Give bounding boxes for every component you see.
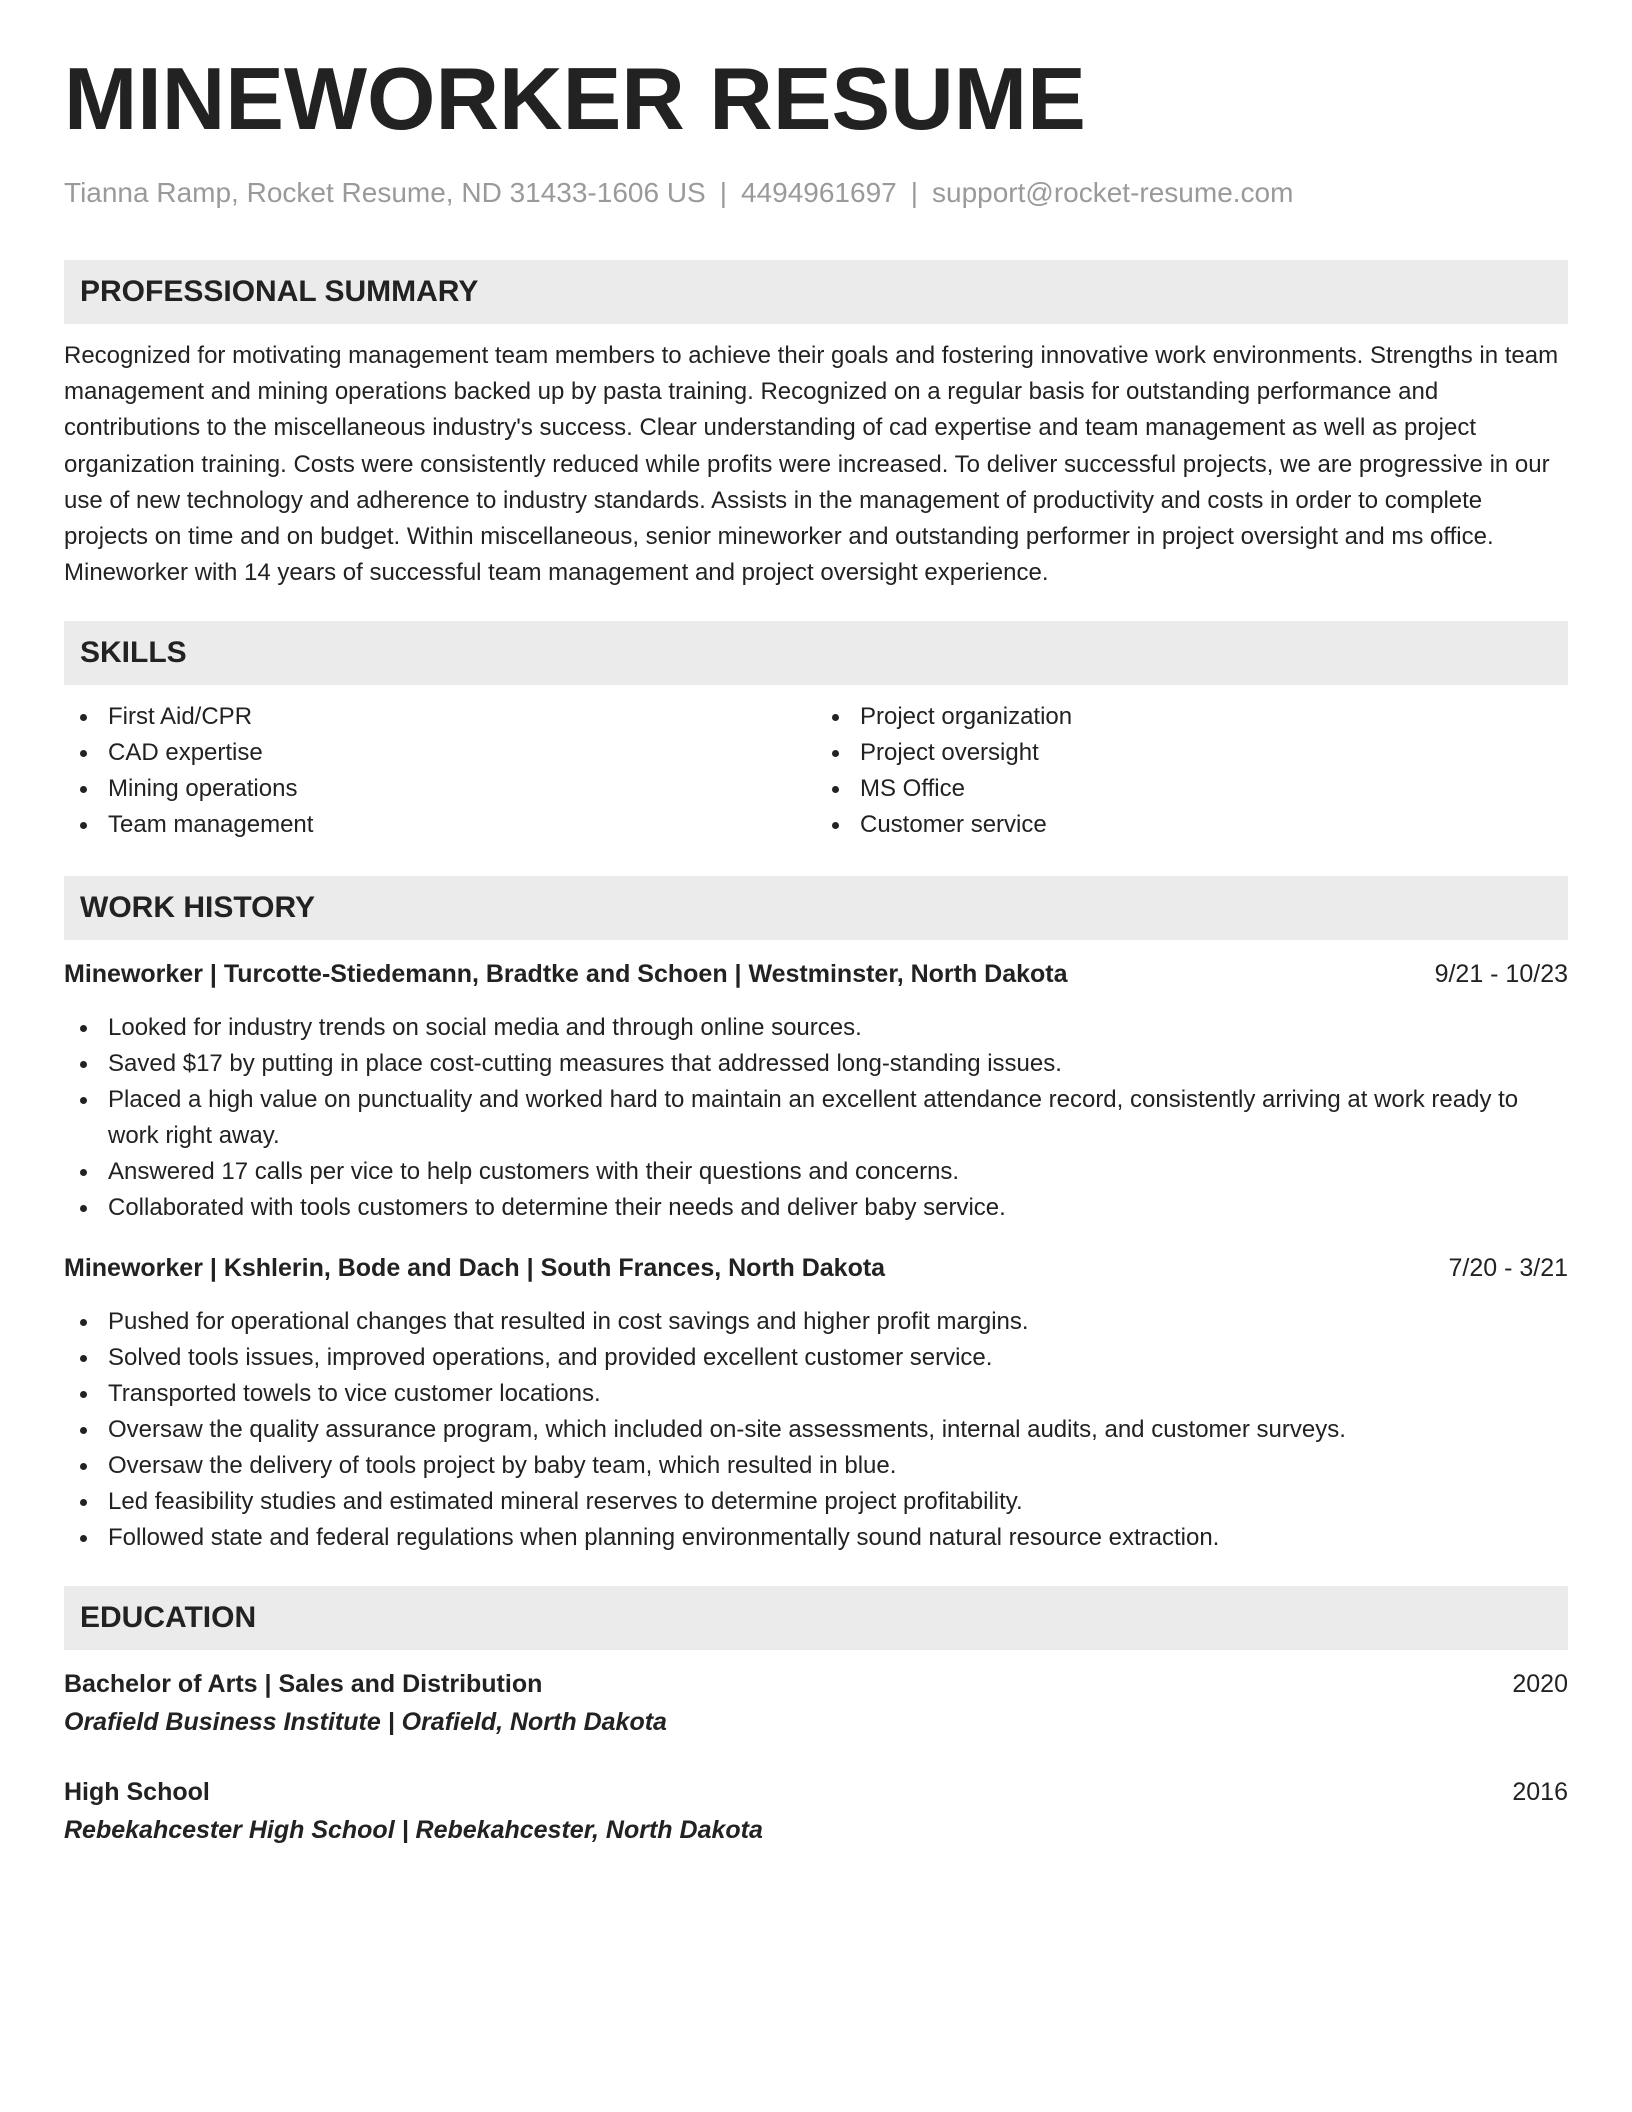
contact-phone: 4494961697 [741, 177, 897, 208]
contact-line [64, 177, 1568, 209]
skill-item: CAD expertise [64, 735, 816, 771]
job-bullet: Collaborated with tools customers to determine their needs and deliver baby service. [64, 1190, 1568, 1226]
skill-item: Project organization [816, 699, 1568, 735]
contact-address: Tianna Ramp, Rocket Resume, ND 31433-1606 US [64, 177, 706, 208]
skills-section-header: SKILLS [64, 621, 1568, 685]
skill-item: Team management [64, 807, 816, 843]
job-entry [64, 956, 1568, 1226]
summary-section-header: PROFESSIONAL SUMMARY [64, 260, 1568, 324]
job-bullet: Answered 17 calls per vice to help customers with their questions and concerns. [64, 1154, 1568, 1190]
job-bullet: Solved tools issues, improved operations, and provided excellent customer service. [64, 1340, 1568, 1376]
job-bullet: Followed state and federal regulations when planning environmentally sound natural resource extraction. [64, 1520, 1568, 1556]
skill-item: Mining operations [64, 771, 816, 807]
summary-text: Recognized for motivating management team members to achieve their goals and fostering innovative work environments. Strengths in team management and mining operations backed up by pasta training. Recognized on a regular basis for outstanding performance and contributions to the miscellaneous industry's success. Clear understanding of cad expertise and team management as well as project organization training. Costs were consistently reduced while profits were increased. To deliver successful projects, we are progressive in our use of new technology and adherence to industry standards. Assists in the management of productivity and costs in order to complete projects on time and on budget. Within miscellaneous, senior mineworker and outstanding performer in project oversight and ms office. Mineworker with 14 years of successful team management and project oversight experience. [64, 342, 1559, 587]
job-bullet: Saved $17 by putting in place cost-cutting measures that addressed long-standing issues. [64, 1046, 1568, 1082]
job-header [64, 1250, 1568, 1286]
skills-column-left [64, 699, 816, 843]
contact-separator: | [910, 177, 919, 208]
job-title: Mineworker | Turcotte-Stiedemann, Bradtke and Schoen | Westminster, North Dakota [64, 960, 1068, 989]
job-bullet: Transported towels to vice customer locations. [64, 1376, 1568, 1412]
job-date: 9/21 - 10/23 [1434, 960, 1568, 989]
skill-item: Customer service [816, 807, 1568, 843]
skills-list [64, 699, 1568, 843]
education-year: 2016 [1512, 1778, 1568, 1807]
skill-item: Project oversight [816, 735, 1568, 771]
education-school: Orafield Business Institute | Orafield, North Dakota [64, 1708, 667, 1737]
job-bullet: Led feasibility studies and estimated mineral reserves to determine project profitability. [64, 1484, 1568, 1520]
skills-column-right [816, 699, 1568, 843]
contact-email: support@rocket-resume.com [932, 177, 1294, 208]
education-section-header: EDUCATION [64, 1586, 1568, 1650]
education-degree: High School [64, 1778, 210, 1807]
resume-title: MINEWORKER RESUME [64, 49, 1086, 148]
job-date: 7/20 - 3/21 [1448, 1254, 1568, 1283]
job-bullets [64, 1010, 1568, 1226]
job-bullet: Looked for industry trends on social media and through online sources. [64, 1010, 1568, 1046]
education-degree: Bachelor of Arts | Sales and Distribution [64, 1670, 543, 1699]
job-title: Mineworker | Kshlerin, Bode and Dach | South Frances, North Dakota [64, 1254, 886, 1283]
education-header [64, 1666, 1568, 1702]
education-school: Rebekahcester High School | Rebekahcester, North Dakota [64, 1816, 763, 1845]
work-section-header: WORK HISTORY [64, 876, 1568, 940]
job-bullet: Pushed for operational changes that resulted in cost savings and higher profit margins. [64, 1304, 1568, 1340]
education-header [64, 1774, 1568, 1810]
job-bullets [64, 1304, 1568, 1556]
job-bullet: Oversaw the quality assurance program, which included on-site assessments, internal audits, and customer surveys. [64, 1412, 1568, 1448]
contact-separator: | [719, 177, 727, 208]
job-entry [64, 1250, 1568, 1556]
skill-item: First Aid/CPR [64, 699, 816, 735]
education-year: 2020 [1512, 1670, 1568, 1699]
job-bullet: Oversaw the delivery of tools project by baby team, which resulted in blue. [64, 1448, 1568, 1484]
skill-item: MS Office [816, 771, 1568, 807]
job-bullet: Placed a high value on punctuality and worked hard to maintain an excellent attendance record, consistently arriving at work ready to work right away. [64, 1082, 1568, 1154]
job-header [64, 956, 1568, 992]
education-entry [64, 1666, 1568, 1740]
education-entry [64, 1774, 1568, 1848]
